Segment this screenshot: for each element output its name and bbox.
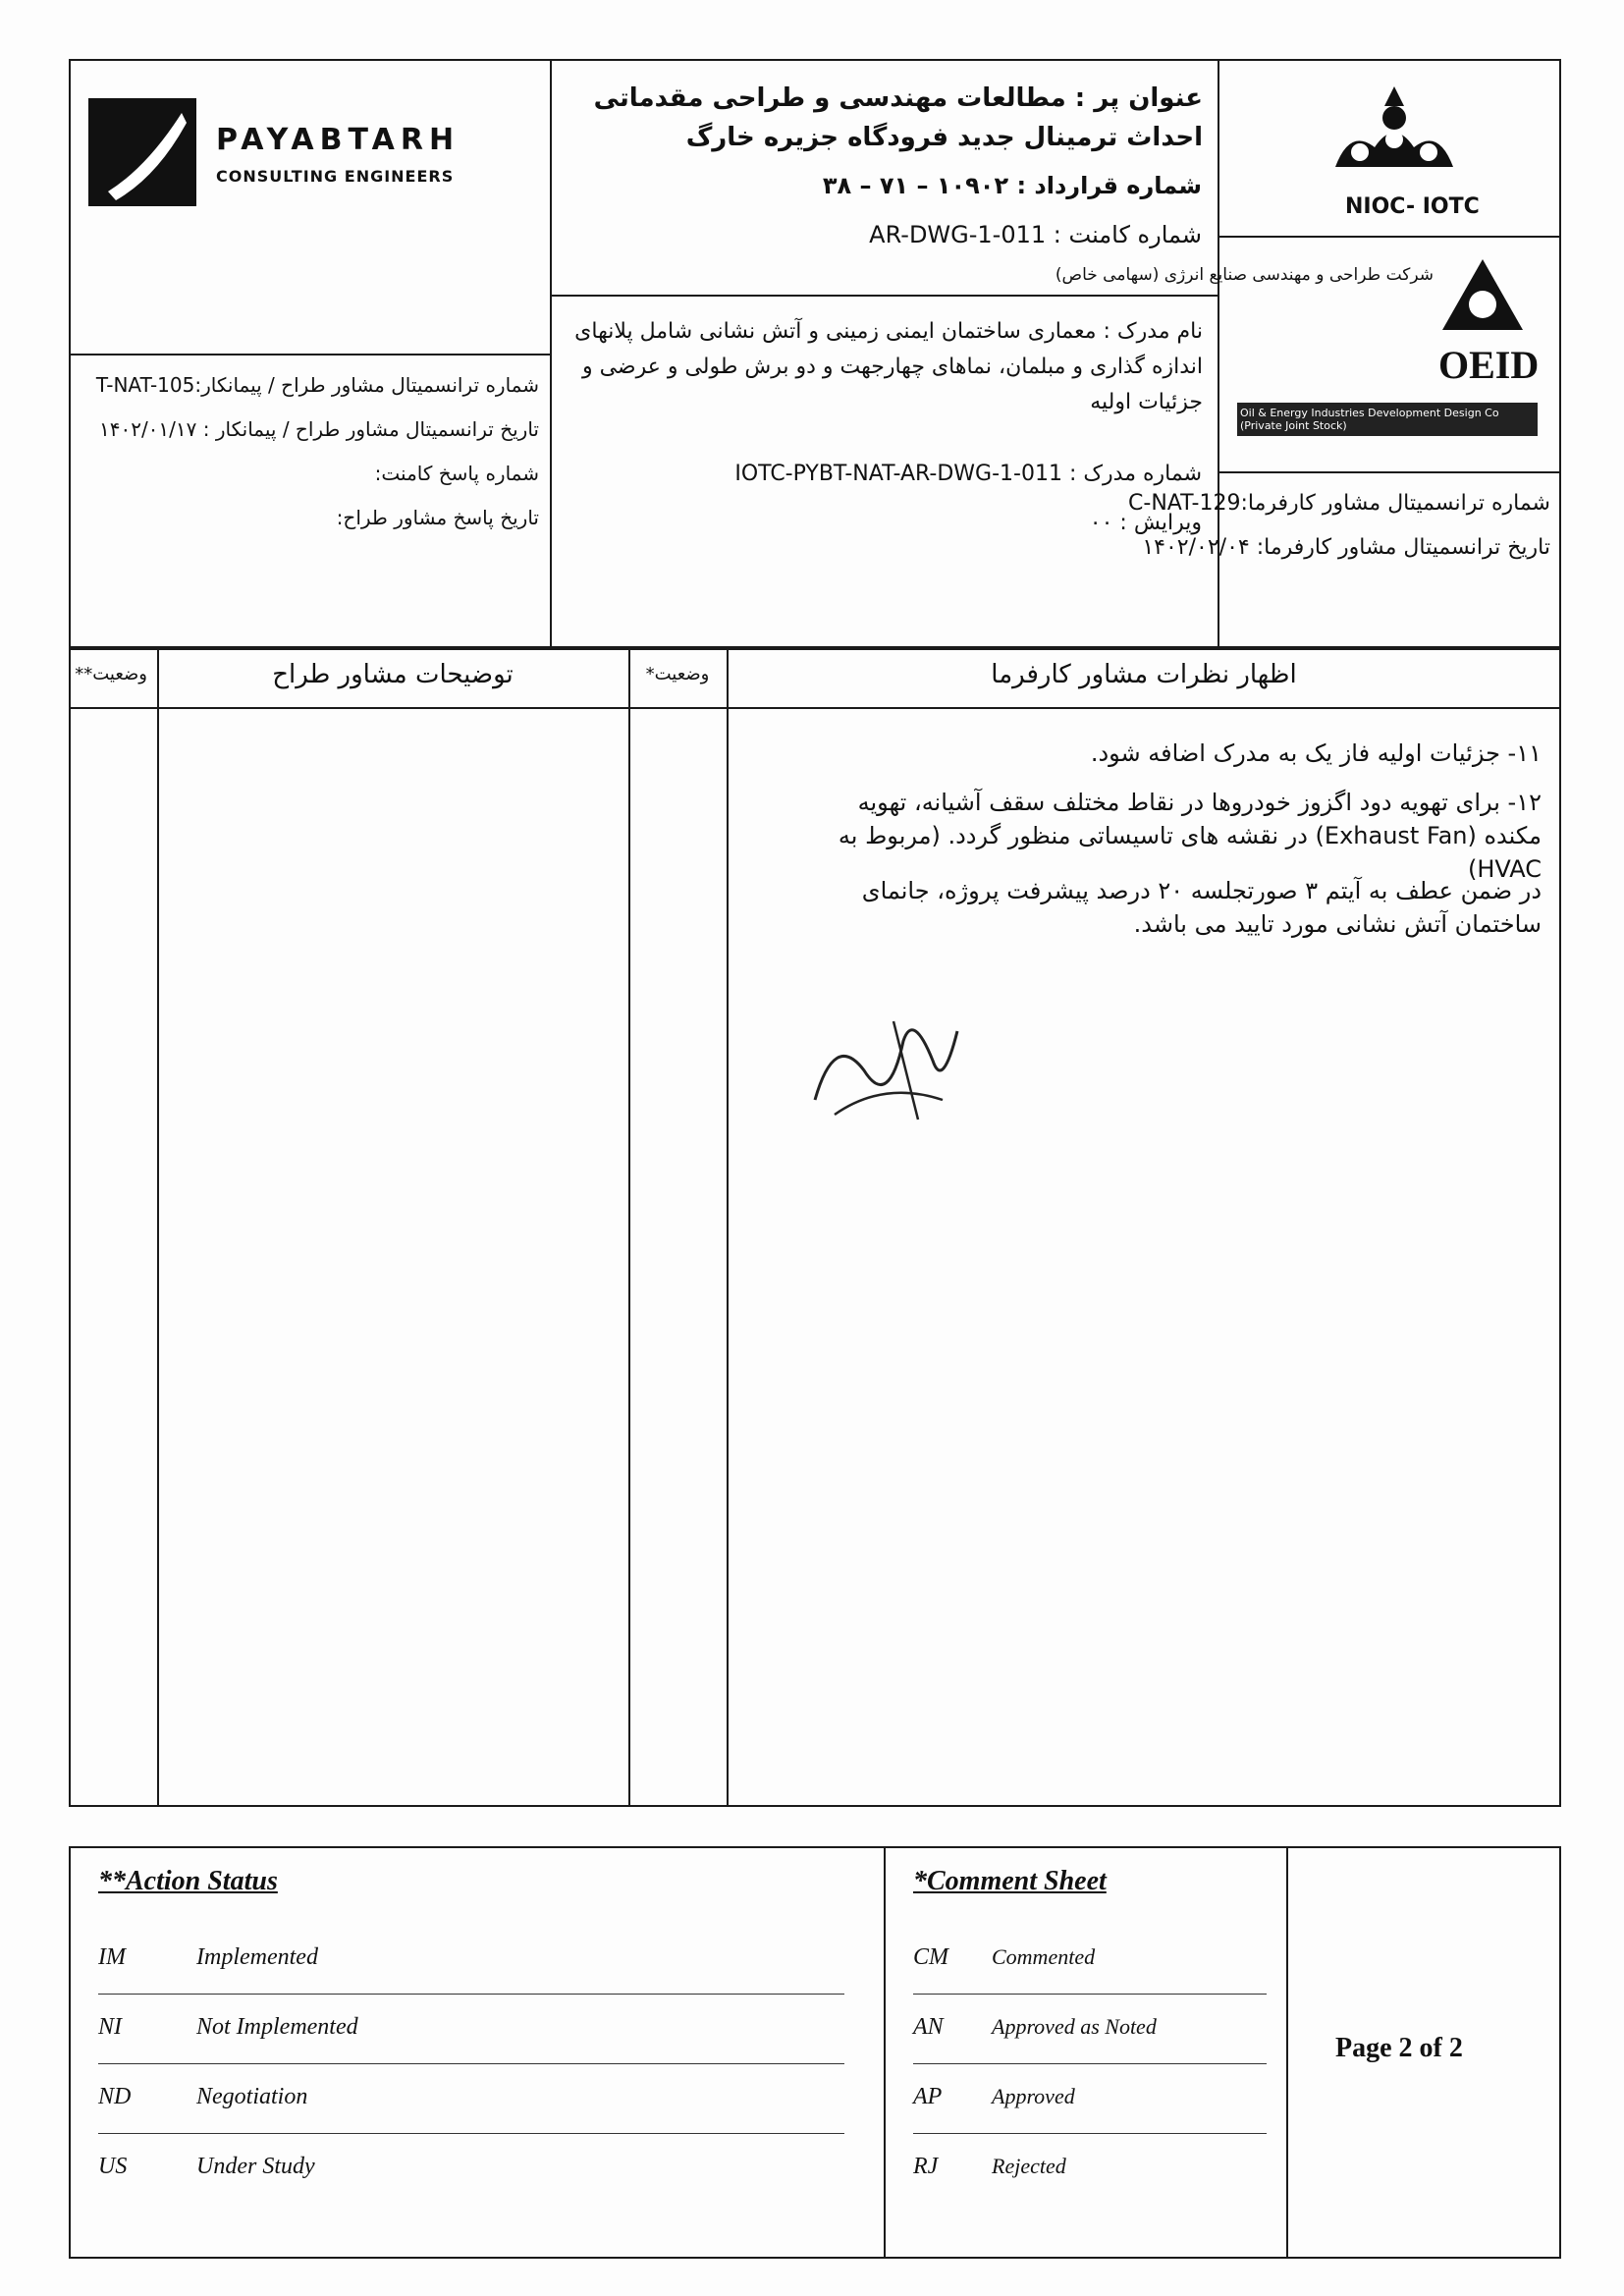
client-transmittal-date: تاریخ ترانسمیتال مشاور کارفرما: ۱۴۰۲/۰۲/۰۴: [1142, 535, 1550, 560]
reply-number: شماره پاسخ کامنت:: [374, 462, 539, 485]
comment-codes-list: [913, 1925, 1267, 2203]
action-code: ND: [98, 2084, 132, 2109]
action-code: US: [98, 2154, 128, 2179]
document-name: نام مدرک : معماری ساختمان ایمنی زمینی و آتش نشانی شامل پلانهای اندازه گذاری و مبلمان، نماهای چهارجهت و دو برش طولی و عرضی و جزئیات اولیه: [574, 319, 1203, 414]
status-header-client: وضعیت*: [645, 664, 710, 684]
oeid-company-fa: شرکت طراحی و مهندسی صنایع انرژی (سهامی خاص): [1055, 265, 1434, 285]
contract-number: شماره قرارداد : ۱۰۹۰۲ – ۷۱ – ۳۸: [822, 172, 1202, 199]
comment-item-11: ۱۱- جزئیات اولیه فاز یک به مدرک اضافه شود.: [1090, 739, 1542, 767]
oeid-triangle-icon: [1438, 255, 1527, 334]
revision: ویرایش : ۰۰: [1089, 511, 1202, 535]
designer-comments-header: توضیحات مشاور طراح: [272, 660, 514, 689]
client-comments-header: اظهار نظرات مشاور کارفرما: [991, 660, 1297, 689]
comment-number: شماره کامنت : AR-DWG-1-011: [869, 221, 1202, 248]
nioc-label: NIOC- IOTC: [1345, 194, 1480, 219]
action-status-title: **Action Status: [98, 1866, 278, 1896]
payabtarh-logo: [88, 79, 530, 334]
comment-code-row: [913, 2064, 1267, 2134]
comment-code-label: Approved: [992, 2084, 1075, 2108]
comment-code-row: [913, 1925, 1267, 1995]
action-code-label: Not Implemented: [196, 2014, 358, 2040]
action-code-row: [98, 2064, 844, 2134]
comment-code-label: Approved as Noted: [992, 2014, 1157, 2039]
comment-code-row: [913, 1995, 1267, 2064]
nioc-emblem-icon: [1306, 79, 1483, 187]
payabtarh-sub: CONSULTING ENGINEERS: [216, 167, 455, 186]
comment-code-row: [913, 2134, 1267, 2203]
action-code-row: [98, 2134, 844, 2203]
action-code: IM: [98, 1944, 126, 1970]
status-header-designer: وضعیت**: [75, 664, 147, 684]
action-code: NI: [98, 2014, 122, 2040]
action-code-row: [98, 1925, 844, 1995]
signature: [795, 1002, 972, 1129]
comment-code: AP: [913, 2084, 943, 2109]
comment-sheet-title: *Comment Sheet: [913, 1866, 1107, 1896]
comment-code-label: Rejected: [992, 2154, 1066, 2178]
comment-item-approval: در ضمن عطف به آیتم ۳ صورتجلسه ۲۰ درصد پیشرفت پروژه، جانمای ساختمان آتش نشانی مورد تایید می باشد.: [861, 877, 1542, 938]
reply-date: تاریخ پاسخ مشاور طراح:: [336, 506, 539, 529]
nioc-logo: [1306, 79, 1483, 226]
action-code-label: Under Study: [196, 2154, 315, 2179]
project-title-label: عنوان پر: [1094, 83, 1203, 113]
comment-code: RJ: [913, 2154, 939, 2179]
oeid-company-en: Oil & Energy Industries Development Design Co (Private Joint Stock): [1237, 403, 1538, 436]
comment-code: CM: [913, 1944, 948, 1970]
comment-item-12: ۱۲- برای تهویه دود اگزوز خودروها در نقاط مختلف سقف آشیانه، تهویه مکنده (Exhaust Fan) در نقشه های تاسیساتی منظور گردد. (مربوط به HVAC): [838, 789, 1542, 883]
document-number: شماره مدرک : IOTC-PYBT-NAT-AR-DWG-1-011: [734, 462, 1202, 486]
project-title-value: : مطالعات مهندسی و طراحی مقدماتی احداث ترمینال جدید فرودگاه جزیره خارگ: [593, 83, 1203, 152]
action-code-row: [98, 1995, 844, 2064]
designer-transmittal-no: شماره ترانسمیتال مشاور طراح / پیمانکار:T-NAT-105: [95, 373, 539, 397]
designer-transmittal-date: تاریخ ترانسمیتال مشاور طراح / پیمانکار : ۱۴۰۲/۰۱/۱۷: [98, 417, 539, 441]
comment-code: AN: [913, 2014, 944, 2040]
action-code-label: Implemented: [196, 1944, 318, 1970]
action-codes-list: [98, 1925, 844, 2203]
comment-code-label: Commented: [992, 1944, 1096, 1969]
client-transmittal-no: شماره ترانسمیتال مشاور کارفرما:C-NAT-129: [1128, 491, 1550, 516]
project-title: [565, 79, 1203, 157]
oeid-text: OEID: [1438, 343, 1540, 387]
payabtarh-name: PAYABTARH: [216, 123, 460, 157]
page-number: Page 2 of 2: [1335, 2033, 1463, 2063]
payabtarh-mark-icon: [88, 98, 196, 206]
oeid-logo: [1055, 246, 1542, 462]
action-code-label: Negotiation: [196, 2084, 308, 2109]
